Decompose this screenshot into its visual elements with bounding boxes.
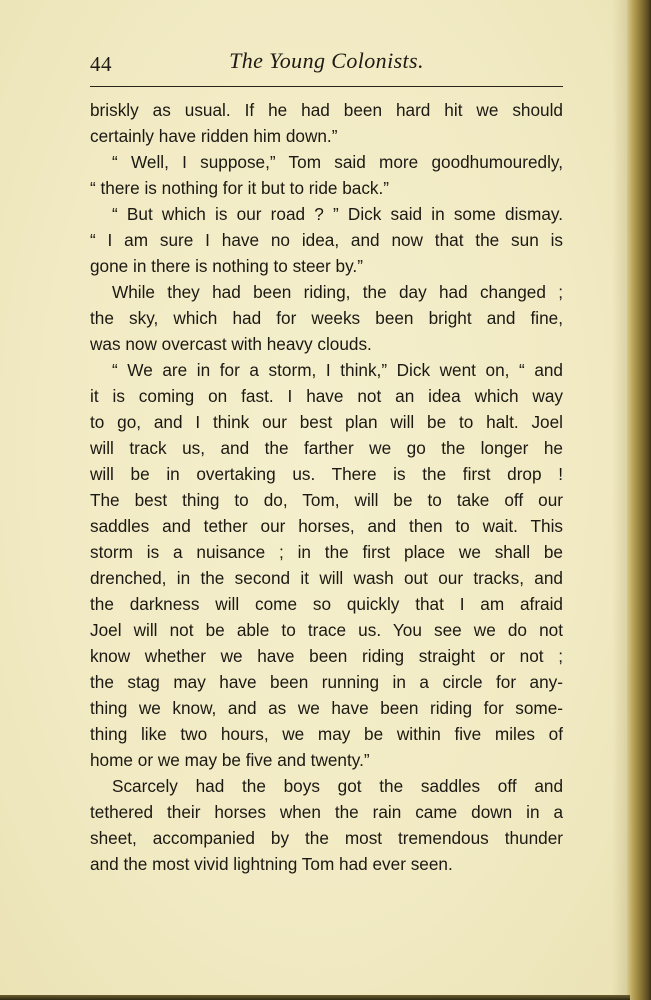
text-line: thing like two hours, we may be within five miles of	[90, 724, 563, 744]
book-binding-edge	[627, 0, 651, 1000]
text-line: tethered their horses when the rain came down in a	[90, 802, 563, 822]
text-line: was now overcast with heavy clouds.	[90, 334, 372, 354]
text-line: “ Well, I suppose,” Tom said more goodhumouredly,	[112, 152, 563, 172]
text-line: The best thing to do, Tom, will be to take off our	[90, 490, 563, 510]
page-bottom-edge	[0, 995, 630, 1000]
text-line: While they had been riding, the day had changed ;	[112, 282, 563, 302]
text-line: will track us, and the farther we go the longer he	[90, 438, 563, 458]
text-line: and the most vivid lightning Tom had ever seen.	[90, 854, 453, 874]
text-line: “ I am sure I have no idea, and now that the sun is	[90, 230, 563, 250]
text-line: certainly have ridden him down.”	[90, 126, 338, 146]
text-line: know whether we have been riding straight or not ;	[90, 646, 563, 666]
text-line: the darkness will come so quickly that I am afraid	[90, 594, 563, 614]
running-title: The Young Colonists.	[229, 48, 424, 73]
text-line: storm is a nuisance ; in the first place we shall be	[90, 542, 563, 562]
text-line: “ there is nothing for it but to ride back.”	[90, 178, 390, 198]
text-line: it is coming on fast. I have not an idea which way	[90, 386, 563, 406]
text-line: the sky, which had for weeks been bright and fine,	[90, 308, 563, 328]
header-rule	[90, 86, 563, 87]
text-line: sheet, accompanied by the most tremendous thunder	[90, 828, 563, 848]
text-line: drenched, in the second it will wash out our tracks, and	[90, 568, 563, 588]
body-text	[90, 97, 563, 877]
page-header	[90, 46, 563, 78]
text-line: briskly as usual. If he had been hard hit we should	[90, 100, 563, 120]
text-line: Scarcely had the boys got the saddles off and	[112, 776, 563, 796]
gutter-shadow	[612, 0, 628, 1000]
text-line: “ We are in for a storm, I think,” Dick went on, “ and	[112, 360, 563, 380]
text-line: Joel will not be able to trace us. You see we do not	[90, 620, 563, 640]
text-line: saddles and tether our horses, and then to wait. This	[90, 516, 563, 536]
text-line: thing we know, and as we have been riding for some-	[90, 698, 563, 718]
text-line: home or we may be five and twenty.”	[90, 750, 370, 770]
page-number: 44	[90, 52, 112, 76]
text-line: gone in there is nothing to steer by.”	[90, 256, 363, 276]
text-line: the stag may have been running in a circle for any-	[90, 672, 563, 692]
text-line: “ But which is our road ? ” Dick said in some dismay.	[112, 204, 563, 224]
text-line: to go, and I think our best plan will be to halt. Joel	[90, 412, 563, 432]
text-line: will be in overtaking us. There is the first drop !	[90, 464, 563, 484]
